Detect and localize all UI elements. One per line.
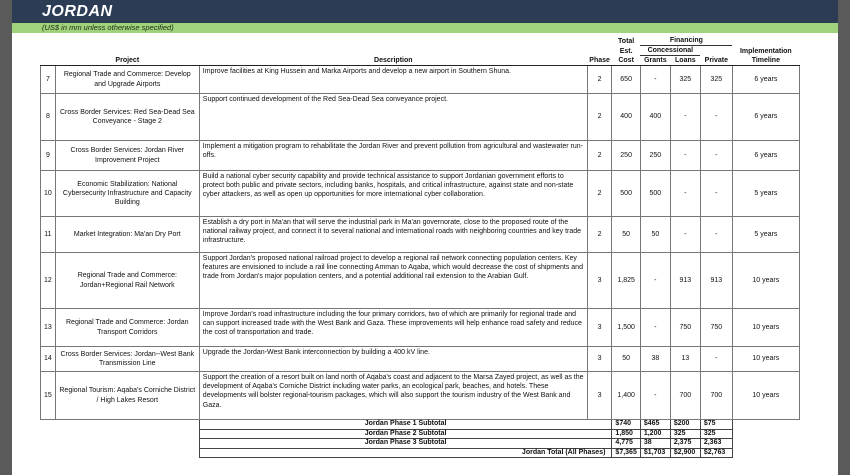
row-private: -: [700, 347, 732, 372]
row-index: 12: [41, 253, 56, 309]
subtotal-loans: $200: [670, 420, 700, 430]
row-cost: 1,500: [612, 309, 640, 347]
table-row: [41, 253, 800, 309]
row-index: 7: [41, 66, 56, 94]
row-phase: 2: [587, 171, 612, 217]
row-phase: 2: [587, 141, 612, 171]
row-grants: -: [640, 309, 670, 347]
row-grants: 400: [640, 94, 670, 141]
subtotal-private: $75: [700, 420, 732, 430]
subtotal-row: [41, 420, 800, 430]
header-cost: Cost: [612, 56, 640, 66]
row-phase: 2: [587, 217, 612, 253]
row-cost: 250: [612, 141, 640, 171]
table-row: [41, 217, 800, 253]
row-project: Regional Trade and Commerce: Develop and Upgrade Airports: [55, 66, 199, 94]
row-phase: 3: [587, 253, 612, 309]
row-private: 913: [700, 253, 732, 309]
row-loans: -: [670, 94, 700, 141]
row-grants: -: [640, 66, 670, 94]
header-concessional: Concessional: [640, 46, 700, 56]
row-index: 9: [41, 141, 56, 171]
header-row-3: [41, 56, 800, 66]
table-row: [41, 309, 800, 347]
row-project: Economic Stabilization: National Cybersecurity Infrastructure and Capacity Building: [55, 171, 199, 217]
table-row: [41, 347, 800, 372]
header-implementation: Implementation: [739, 47, 792, 55]
subtotal-cost: $740: [612, 420, 640, 430]
total-private: $2,763: [700, 448, 732, 458]
row-description: Establish a dry port in Ma'an that will serve the industrial park in Ma'an governorate, close to the proposed route of the national railway project, and connect it to several national and international roads with neighboring countries and key trade infrastructure.: [199, 217, 587, 253]
header-row-2: [41, 46, 800, 56]
header-financing: Financing: [640, 36, 732, 46]
subtotal-grants: 1,200: [640, 429, 670, 439]
header-grants: Grants: [640, 56, 670, 66]
row-project: Cross Border Services: Red Sea-Dead Sea Conveyance - Stage 2: [55, 94, 199, 141]
total-label: Jordan Total (All Phases): [199, 448, 612, 458]
row-phase: 3: [587, 347, 612, 372]
subtotal-private: 2,363: [700, 439, 732, 449]
row-project: Regional Trade and Commerce: Jordan+Regional Rail Network: [55, 253, 199, 309]
subtotal-cost: 1,850: [612, 429, 640, 439]
subtotal-loans: 325: [670, 429, 700, 439]
row-timeline: 5 years: [732, 217, 799, 253]
subtotal-loans: 2,375: [670, 439, 700, 449]
row-grants: 500: [640, 171, 670, 217]
header-loans: Loans: [670, 56, 700, 66]
row-timeline: 10 years: [732, 372, 799, 420]
header-est: Est.: [619, 47, 633, 55]
subtotal-label: Jordan Phase 3 Subtotal: [199, 439, 612, 449]
row-cost: 500: [612, 171, 640, 217]
row-cost: 50: [612, 217, 640, 253]
row-project: Cross Border Services: Jordan--West Bank Transmission Line: [55, 347, 199, 372]
row-loans: 750: [670, 309, 700, 347]
total-row: [41, 448, 800, 458]
header-project: Project: [55, 56, 199, 66]
row-loans: 700: [670, 372, 700, 420]
header-total: Total: [618, 37, 635, 45]
row-timeline: 5 years: [732, 171, 799, 217]
subtotal-private: 325: [700, 429, 732, 439]
row-phase: 2: [587, 66, 612, 94]
subtotal-grants: $465: [640, 420, 670, 430]
row-description: Upgrade the Jordan-West Bank interconnection by building a 400 kV line.: [199, 347, 587, 372]
row-project: Regional Trade and Commerce: Jordan Transport Corridors: [55, 309, 199, 347]
row-loans: -: [670, 141, 700, 171]
row-private: 700: [700, 372, 732, 420]
row-index: 13: [41, 309, 56, 347]
total-loans: $2,900: [670, 448, 700, 458]
projects-table: [40, 36, 800, 458]
row-timeline: 6 years: [732, 66, 799, 94]
row-private: -: [700, 141, 732, 171]
row-project: Cross Border Services: Jordan River Improvement Project: [55, 141, 199, 171]
subtotal-label: Jordan Phase 1 Subtotal: [199, 420, 612, 430]
row-private: -: [700, 217, 732, 253]
row-grants: -: [640, 372, 670, 420]
table-row: [41, 372, 800, 420]
row-index: 14: [41, 347, 56, 372]
row-cost: 1,400: [612, 372, 640, 420]
row-grants: 250: [640, 141, 670, 171]
page-title: JORDAN: [12, 0, 838, 23]
row-timeline: 6 years: [732, 141, 799, 171]
row-description: Support continued development of the Red Sea-Dead Sea conveyance project.: [199, 94, 587, 141]
subtotal-grants: 38: [640, 439, 670, 449]
row-description: Improve facilities at King Hussein and Marka Airports and develop a new airport in Southern Shuna.: [199, 66, 587, 94]
header-timeline: Timeline: [732, 56, 799, 66]
row-cost: 400: [612, 94, 640, 141]
row-description: Build a national cyber security capability and provide technical assistance to support Jordanian government efforts to protect both public and private sectors, including banks, hospitals, and critical infrastructure, against state and non-state cyber attackers, as well as open up opportunities for more international cyber collaboration.: [199, 171, 587, 217]
subtotal-row: [41, 439, 800, 449]
row-description: Improve Jordan's road infrastructure including the four primary corridors, two of which are primarily for regional trade and can support increased trade with the West Bank and Gaza. These improvements will help enhance road safety and reduce the cost of transportation and trade.: [199, 309, 587, 347]
row-grants: 50: [640, 217, 670, 253]
row-description: Support the creation of a resort built on land north of Aqaba's coast and adjacent to the Marsa Zayed project, as well as the development of Aqaba's Corniche District including water parks, an ecological park, beaches, and hotels. These developments will bolster regional-tourism packages, which will also support the tourism industry of the West Bank and Gaza.: [199, 372, 587, 420]
table-row: [41, 94, 800, 141]
header-private: Private: [700, 56, 732, 66]
row-description: Support Jordan's proposed national railroad project to develop a regional rail network connecting population centers. Key features are envisioned to include a rail line connecting Amman to Aqaba, which would decrease the cost of shipments and trade from Jordan's major population centers, and a potential additional rail extension to the Arabian Gulf.: [199, 253, 587, 309]
row-index: 15: [41, 372, 56, 420]
row-index: 8: [41, 94, 56, 141]
total-cost: $7,365: [612, 448, 640, 458]
row-index: 10: [41, 171, 56, 217]
row-loans: -: [670, 217, 700, 253]
row-timeline: 10 years: [732, 309, 799, 347]
header-phase: Phase: [589, 57, 610, 64]
row-private: -: [700, 94, 732, 141]
row-private: 325: [700, 66, 732, 94]
header-description: Description: [199, 56, 587, 66]
row-phase: 3: [587, 309, 612, 347]
row-timeline: 6 years: [732, 94, 799, 141]
row-cost: 1,825: [612, 253, 640, 309]
total-grants: $1,703: [640, 448, 670, 458]
document-page: [12, 0, 838, 475]
units-note: (US$ in mm unless otherwise specified): [12, 23, 838, 33]
row-timeline: 10 years: [732, 253, 799, 309]
subtotal-label: Jordan Phase 2 Subtotal: [199, 429, 612, 439]
row-project: Market Integration: Ma'an Dry Port: [55, 217, 199, 253]
row-cost: 50: [612, 347, 640, 372]
row-phase: 3: [587, 372, 612, 420]
row-project: Regional Tourism: Aqaba's Corniche District / High Lakes Resort: [55, 372, 199, 420]
row-loans: 13: [670, 347, 700, 372]
row-cost: 650: [612, 66, 640, 94]
row-private: 750: [700, 309, 732, 347]
row-description: Implement a mitigation program to rehabilitate the Jordan River and prevent pollution from agricultural and wastewater run-offs.: [199, 141, 587, 171]
row-grants: -: [640, 253, 670, 309]
row-loans: -: [670, 171, 700, 217]
row-phase: 2: [587, 94, 612, 141]
subtotal-row: [41, 429, 800, 439]
subtotal-cost: 4,775: [612, 439, 640, 449]
table-row: [41, 171, 800, 217]
row-private: -: [700, 171, 732, 217]
row-grants: 38: [640, 347, 670, 372]
row-index: 11: [41, 217, 56, 253]
header-row-1: [41, 36, 800, 46]
table-row: [41, 66, 800, 94]
table-row: [41, 141, 800, 171]
row-loans: 913: [670, 253, 700, 309]
row-timeline: 10 years: [732, 347, 799, 372]
row-loans: 325: [670, 66, 700, 94]
